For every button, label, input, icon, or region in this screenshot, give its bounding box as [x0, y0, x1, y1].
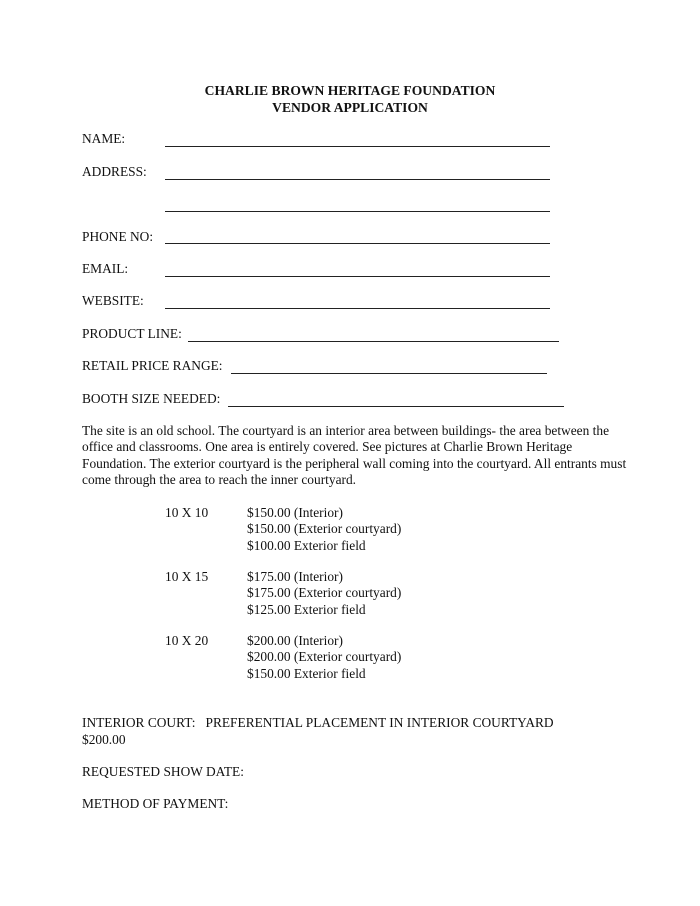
booth-size-label: BOOTH SIZE NEEDED:: [82, 391, 221, 406]
retail-price-range-field[interactable]: [231, 373, 547, 374]
booth-price: $175.00 (Interior): [247, 569, 343, 584]
booth-size-option: 10 X 10: [165, 505, 209, 520]
booth-price-list: [247, 569, 401, 618]
page-title: CHARLIE BROWN HERITAGE FOUNDATION: [204, 83, 496, 98]
email-label: EMAIL:: [82, 261, 129, 276]
booth-price: $150.00 (Exterior courtyard): [247, 521, 402, 537]
phone-field[interactable]: [165, 243, 550, 244]
booth-price: $150.00 Exterior field: [247, 665, 366, 681]
website-field[interactable]: [165, 308, 550, 309]
phone-label: PHONE NO:: [82, 229, 154, 244]
booth-price: $175.00 (Exterior courtyard): [247, 585, 402, 601]
requested-show-date-label: REQUESTED SHOW DATE:: [82, 764, 244, 779]
booth-price: $200.00 (Exterior courtyard): [247, 649, 402, 665]
page-subtitle: VENDOR APPLICATION: [272, 100, 428, 115]
name-field[interactable]: [165, 146, 550, 147]
name-label: NAME:: [82, 131, 126, 146]
booth-price-list: [247, 633, 401, 682]
product-line-field[interactable]: [188, 341, 559, 342]
website-label: WEBSITE:: [82, 293, 144, 308]
address-label: ADDRESS:: [82, 164, 147, 179]
booth-size-field[interactable]: [228, 406, 564, 407]
address-field-line1[interactable]: [165, 179, 550, 180]
booth-price: $125.00 Exterior field: [247, 601, 366, 617]
address-field-line2[interactable]: [165, 211, 550, 212]
booth-price-list: [247, 505, 401, 554]
method-of-payment-label: METHOD OF PAYMENT:: [82, 796, 229, 811]
product-line-label: PRODUCT LINE:: [82, 326, 182, 341]
interior-court-price: $200.00: [82, 732, 126, 747]
booth-size-option: 10 X 20: [165, 633, 209, 648]
site-description: The site is an old school. The courtyard is an interior area between buildings- the area between the office and classrooms. One area is entirely covered. See pictures at Charlie Brown Heritage Foundation. The exterior courtyard is the peripheral wall coming into the courtyard. All entrants must come through the area to reach the inner courtyard.: [82, 423, 627, 487]
booth-price: $150.00 (Interior): [247, 505, 343, 520]
booth-price: $100.00 Exterior field: [247, 537, 366, 553]
email-field[interactable]: [165, 276, 550, 277]
booth-size-option: 10 X 15: [165, 569, 209, 584]
booth-price: $200.00 (Interior): [247, 633, 343, 648]
retail-price-range-label: RETAIL PRICE RANGE:: [82, 358, 223, 373]
interior-court-text: INTERIOR COURT: PREFERENTIAL PLACEMENT IN INTERIOR COURTYARD: [82, 715, 554, 730]
